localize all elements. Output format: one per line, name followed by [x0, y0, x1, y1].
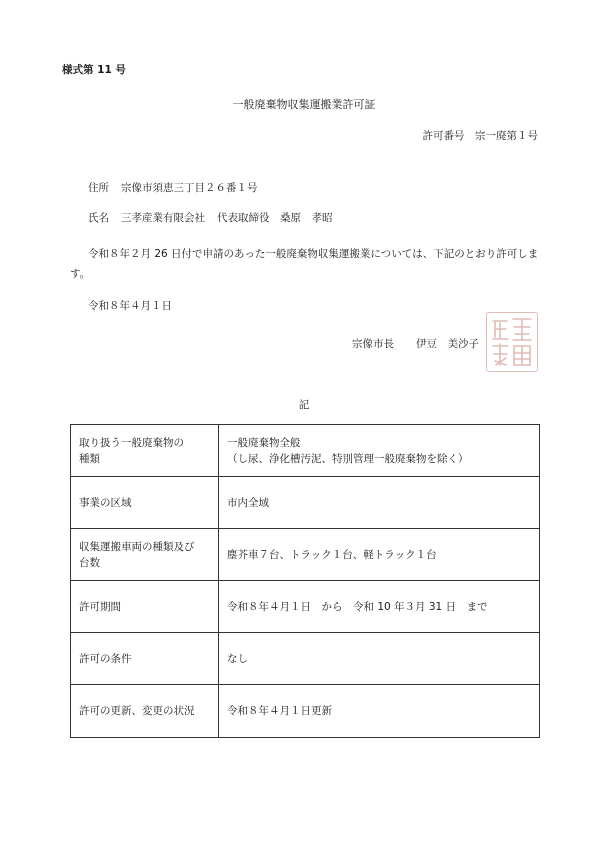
signatory: [352, 336, 479, 351]
table-label-line: 許可の更新、変更の状況: [79, 705, 195, 717]
form-number: 様式第 11 号: [62, 64, 126, 76]
table-label-line: 取り扱う一般廃棄物の: [79, 436, 184, 449]
table-label-waste-type: [71, 425, 219, 477]
table-label-business-area: [71, 477, 219, 529]
table-row-business-area: [71, 477, 540, 529]
table-label-line: 収集運搬車両の種類及び: [79, 540, 195, 553]
table-label-permit-period: [71, 581, 219, 633]
address-label: 住所: [88, 182, 109, 194]
table-value-line: 市内全域: [227, 496, 269, 509]
table-value-vehicles: [219, 529, 540, 581]
permit-number: 許可番号 宗一廃第１号: [422, 130, 538, 142]
table-value-business-area: [219, 477, 540, 529]
document-title: 一般廃棄物収集運搬業許可証: [232, 98, 376, 111]
table-value-line: 塵芥車７台、トラック１台、軽トラック１台: [227, 548, 437, 561]
details-table: [70, 424, 540, 738]
table-row-permit-period: [71, 581, 540, 633]
table-label-permit-conditions: [71, 633, 219, 685]
name-label: 氏名: [88, 212, 109, 224]
company-name: 三孝産業有限会社: [121, 212, 205, 224]
signatory-name: 伊豆 美沙子: [416, 338, 479, 350]
table-row-permit-conditions: [71, 633, 540, 685]
table-value-line: 令和８年４月１日 から 令和 10 年３月 31 日 まで: [227, 600, 488, 613]
table-label-line: 許可の条件: [79, 652, 132, 665]
issue-date: 令和８年４月１日: [88, 300, 172, 312]
signatory-title: 宗像市長: [352, 338, 394, 350]
table-label-line: 許可期間: [79, 600, 121, 613]
representative-name: 代表取締役 桑原 孝昭: [217, 212, 333, 224]
table-row-vehicles: [71, 529, 540, 581]
official-seal-icon: [486, 312, 538, 372]
table-value-renewal-status: [219, 685, 540, 738]
table-row-renewal-status: [71, 685, 540, 738]
body-text: 令和８年２月 26 日付で申請のあった一般廃棄物収集運搬業については、下記のとおり許可します。: [70, 248, 539, 280]
table-label-line: 台数: [79, 556, 100, 569]
table-value-line: （し尿、浄化槽汚泥、特別管理一般廃棄物を除く）: [227, 452, 469, 465]
table-value-line: 令和８年４月１日更新: [227, 705, 332, 717]
table-label-line: 事業の区域: [79, 496, 132, 509]
section-heading-ki: 記: [298, 399, 310, 411]
address-row: [88, 180, 258, 195]
name-row: [88, 210, 333, 225]
table-label-renewal-status: [71, 685, 219, 738]
table-value-line: 一般廃棄物全般: [227, 436, 301, 449]
table-label-line: 種類: [79, 452, 100, 465]
table-label-vehicles: [71, 529, 219, 581]
table-value-waste-type: [219, 425, 540, 477]
table-value-line: なし: [227, 652, 248, 665]
table-row-waste-type: [71, 425, 540, 477]
table-value-permit-conditions: [219, 633, 540, 685]
address-value: 宗像市須恵三丁目２６番１号: [121, 182, 258, 194]
table-value-permit-period: [219, 581, 540, 633]
